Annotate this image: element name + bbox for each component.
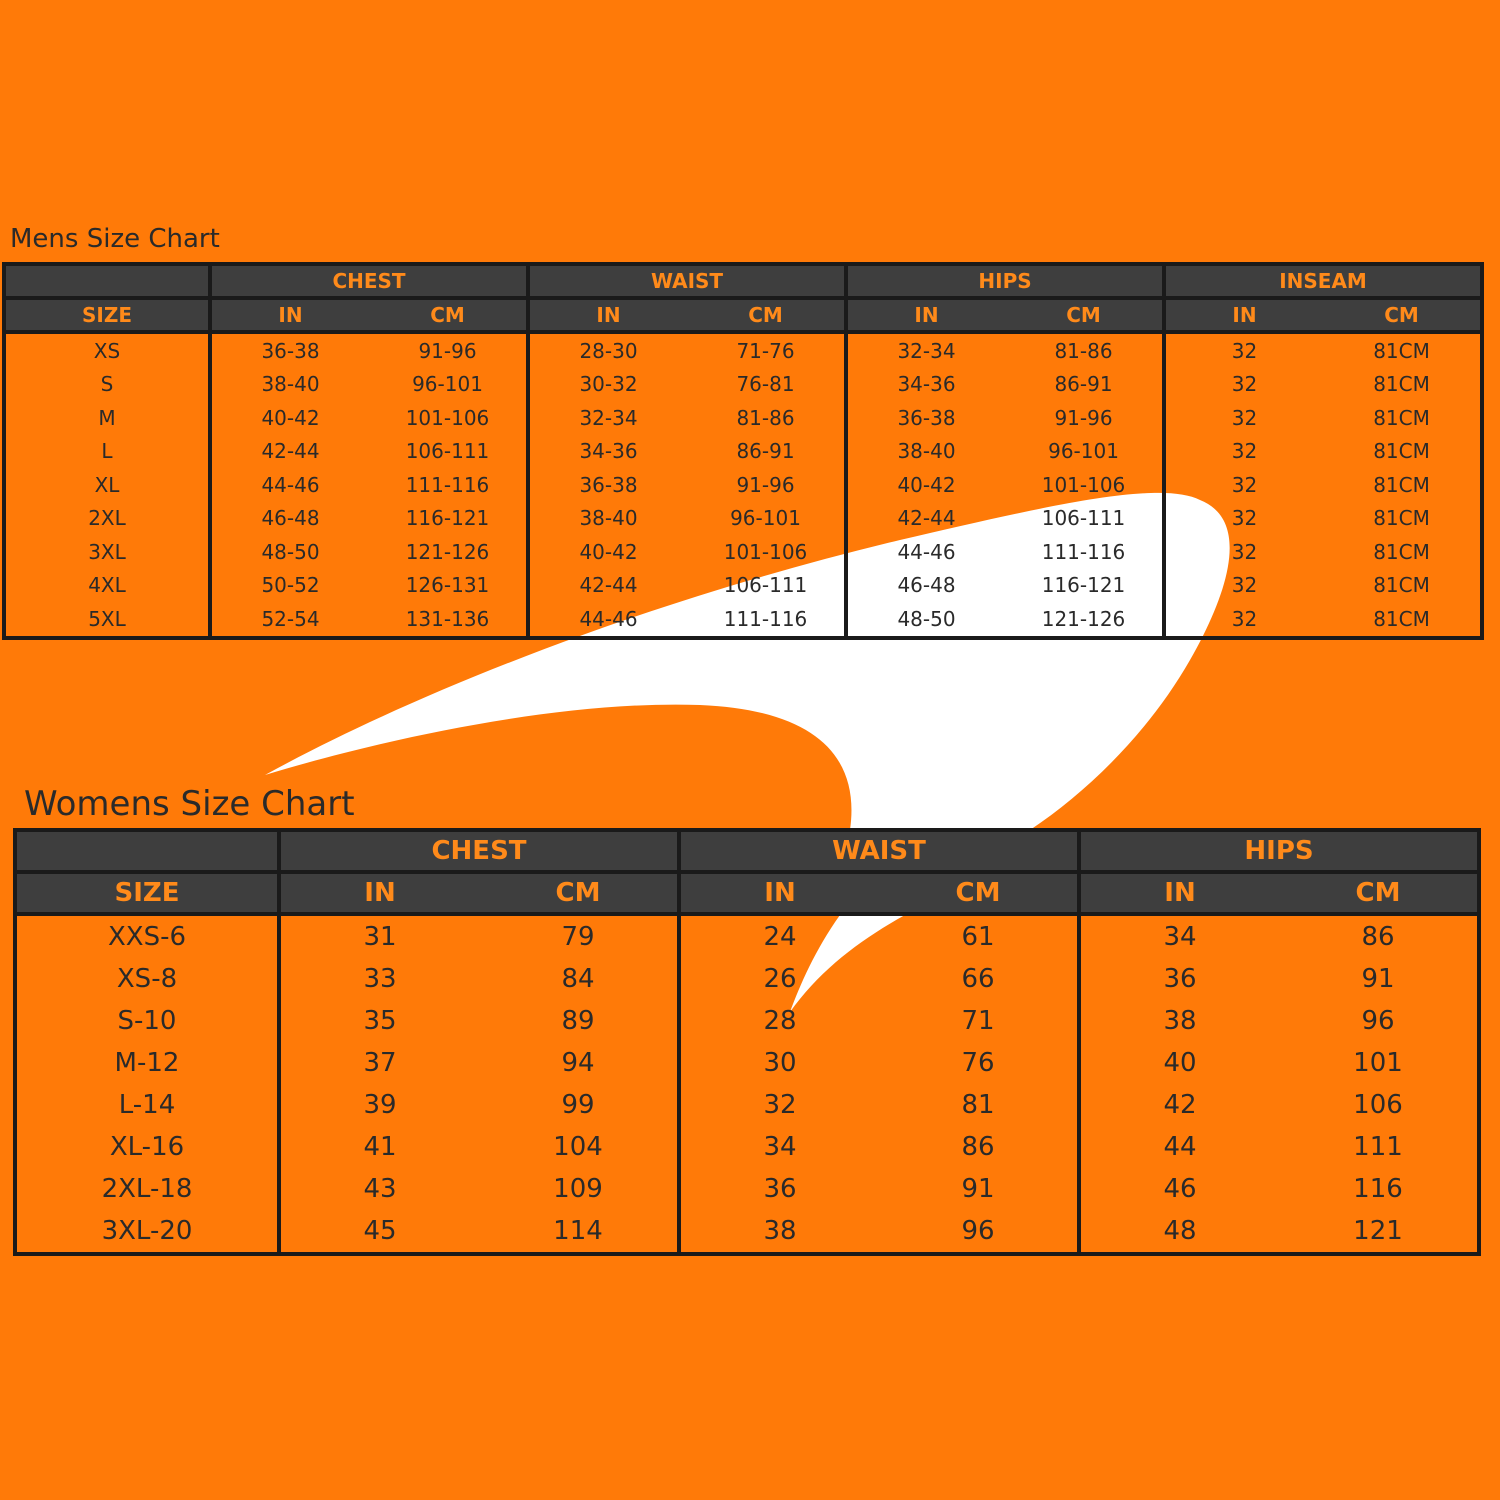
mens-size-cell: XL <box>4 468 210 502</box>
womens-value-cell: 45 <box>279 1210 479 1254</box>
mens-value-cell: 38-40 <box>210 368 369 402</box>
mens-value-cell: 38-40 <box>528 502 687 536</box>
womens-table-row <box>15 958 1479 1000</box>
mens-value-cell: 81CM <box>1323 602 1482 638</box>
womens-value-cell: 106 <box>1279 1084 1479 1126</box>
womens-value-cell: 33 <box>279 958 479 1000</box>
mens-value-cell: 40-42 <box>846 468 1005 502</box>
mens-value-cell: 116-121 <box>369 502 528 536</box>
womens-value-cell: 61 <box>879 914 1079 958</box>
mens-value-cell: 101-106 <box>687 535 846 569</box>
womens-size-cell: M-12 <box>15 1042 279 1084</box>
mens-size-cell: L <box>4 435 210 469</box>
mens-value-cell: 42-44 <box>846 502 1005 536</box>
womens-empty-header-cell <box>15 830 279 872</box>
mens-size-table <box>2 262 1484 640</box>
mens-value-cell: 121-126 <box>369 535 528 569</box>
womens-size-cell: L-14 <box>15 1084 279 1126</box>
womens-value-cell: 116 <box>1279 1168 1479 1210</box>
mens-value-cell: 44-46 <box>528 602 687 638</box>
mens-table-row <box>4 368 1482 402</box>
mens-value-cell: 42-44 <box>210 435 369 469</box>
mens-value-cell: 81CM <box>1323 435 1482 469</box>
womens-value-cell: 81 <box>879 1084 1079 1126</box>
womens-value-cell: 41 <box>279 1126 479 1168</box>
womens-size-cell: 2XL-18 <box>15 1168 279 1210</box>
womens-size-table <box>13 828 1481 1256</box>
womens-value-cell: 66 <box>879 958 1079 1000</box>
mens-size-cell: 3XL <box>4 535 210 569</box>
womens-value-cell: 48 <box>1079 1210 1279 1254</box>
womens-size-cell: XL-16 <box>15 1126 279 1168</box>
womens-group-waist: WAIST <box>679 830 1079 872</box>
mens-hips-in-header: IN <box>846 298 1005 332</box>
mens-waist-in-header: IN <box>528 298 687 332</box>
womens-hips-cm-header: CM <box>1279 872 1479 914</box>
mens-waist-cm-header: CM <box>687 298 846 332</box>
mens-value-cell: 111-116 <box>369 468 528 502</box>
womens-value-cell: 44 <box>1079 1126 1279 1168</box>
mens-value-cell: 106-111 <box>1005 502 1164 536</box>
womens-value-cell: 26 <box>679 958 879 1000</box>
mens-group-header-row <box>4 264 1482 298</box>
mens-value-cell: 32 <box>1164 435 1323 469</box>
womens-value-cell: 86 <box>1279 914 1479 958</box>
mens-value-cell: 101-106 <box>1005 468 1164 502</box>
womens-value-cell: 91 <box>1279 958 1479 1000</box>
mens-value-cell: 116-121 <box>1005 569 1164 603</box>
womens-value-cell: 34 <box>1079 914 1279 958</box>
womens-value-cell: 99 <box>479 1084 679 1126</box>
mens-value-cell: 32 <box>1164 468 1323 502</box>
womens-value-cell: 35 <box>279 1000 479 1042</box>
mens-value-cell: 91-96 <box>687 468 846 502</box>
mens-value-cell: 96-101 <box>369 368 528 402</box>
mens-value-cell: 34-36 <box>528 435 687 469</box>
mens-inseam-in-header: IN <box>1164 298 1323 332</box>
mens-value-cell: 126-131 <box>369 569 528 603</box>
mens-value-cell: 106-111 <box>369 435 528 469</box>
mens-value-cell: 101-106 <box>369 401 528 435</box>
womens-table-row <box>15 1168 1479 1210</box>
mens-value-cell: 71-76 <box>687 332 846 368</box>
womens-hips-in-header: IN <box>1079 872 1279 914</box>
womens-value-cell: 46 <box>1079 1168 1279 1210</box>
womens-size-cell: XXS-6 <box>15 914 279 958</box>
womens-size-cell: 3XL-20 <box>15 1210 279 1254</box>
womens-value-cell: 38 <box>1079 1000 1279 1042</box>
womens-waist-cm-header: CM <box>879 872 1079 914</box>
womens-chest-cm-header: CM <box>479 872 679 914</box>
mens-chest-in-header: IN <box>210 298 369 332</box>
mens-group-chest: CHEST <box>210 264 528 298</box>
womens-value-cell: 36 <box>679 1168 879 1210</box>
mens-value-cell: 111-116 <box>1005 535 1164 569</box>
mens-value-cell: 96-101 <box>1005 435 1164 469</box>
womens-value-cell: 37 <box>279 1042 479 1084</box>
mens-value-cell: 32-34 <box>528 401 687 435</box>
mens-value-cell: 81-86 <box>687 401 846 435</box>
womens-size-cell: XS-8 <box>15 958 279 1000</box>
mens-empty-header-cell <box>4 264 210 298</box>
womens-chest-in-header: IN <box>279 872 479 914</box>
womens-table-row <box>15 1042 1479 1084</box>
mens-value-cell: 32-34 <box>846 332 1005 368</box>
mens-size-cell: S <box>4 368 210 402</box>
mens-value-cell: 48-50 <box>846 602 1005 638</box>
mens-value-cell: 32 <box>1164 602 1323 638</box>
mens-value-cell: 81CM <box>1323 502 1482 536</box>
mens-hips-cm-header: CM <box>1005 298 1164 332</box>
mens-chest-cm-header: CM <box>369 298 528 332</box>
mens-table-row <box>4 401 1482 435</box>
womens-value-cell: 28 <box>679 1000 879 1042</box>
mens-value-cell: 46-48 <box>210 502 369 536</box>
womens-value-cell: 96 <box>1279 1000 1479 1042</box>
womens-value-cell: 38 <box>679 1210 879 1254</box>
mens-table-row <box>4 535 1482 569</box>
womens-value-cell: 89 <box>479 1000 679 1042</box>
mens-group-waist: WAIST <box>528 264 846 298</box>
womens-value-cell: 101 <box>1279 1042 1479 1084</box>
mens-size-header: SIZE <box>4 298 210 332</box>
mens-value-cell: 36-38 <box>846 401 1005 435</box>
mens-value-cell: 76-81 <box>687 368 846 402</box>
mens-value-cell: 91-96 <box>369 332 528 368</box>
mens-value-cell: 48-50 <box>210 535 369 569</box>
womens-value-cell: 71 <box>879 1000 1079 1042</box>
mens-table-row <box>4 435 1482 469</box>
womens-value-cell: 40 <box>1079 1042 1279 1084</box>
womens-value-cell: 24 <box>679 914 879 958</box>
mens-value-cell: 121-126 <box>1005 602 1164 638</box>
mens-value-cell: 40-42 <box>210 401 369 435</box>
mens-value-cell: 81CM <box>1323 535 1482 569</box>
mens-value-cell: 44-46 <box>210 468 369 502</box>
womens-size-cell: S-10 <box>15 1000 279 1042</box>
womens-value-cell: 91 <box>879 1168 1079 1210</box>
womens-value-cell: 31 <box>279 914 479 958</box>
mens-value-cell: 32 <box>1164 368 1323 402</box>
mens-value-cell: 106-111 <box>687 569 846 603</box>
womens-unit-header-row <box>15 872 1479 914</box>
womens-value-cell: 36 <box>1079 958 1279 1000</box>
mens-value-cell: 86-91 <box>687 435 846 469</box>
mens-value-cell: 81CM <box>1323 468 1482 502</box>
womens-value-cell: 114 <box>479 1210 679 1254</box>
womens-size-header: SIZE <box>15 872 279 914</box>
womens-chart-title: Womens Size Chart <box>24 784 355 824</box>
mens-value-cell: 36-38 <box>528 468 687 502</box>
mens-size-cell: M <box>4 401 210 435</box>
womens-value-cell: 32 <box>679 1084 879 1126</box>
mens-value-cell: 38-40 <box>846 435 1005 469</box>
mens-table-row <box>4 569 1482 603</box>
womens-group-hips: HIPS <box>1079 830 1479 872</box>
womens-value-cell: 79 <box>479 914 679 958</box>
mens-value-cell: 81CM <box>1323 569 1482 603</box>
mens-value-cell: 52-54 <box>210 602 369 638</box>
mens-size-cell: XS <box>4 332 210 368</box>
mens-value-cell: 30-32 <box>528 368 687 402</box>
mens-table-row <box>4 332 1482 368</box>
womens-table-row <box>15 1084 1479 1126</box>
womens-value-cell: 43 <box>279 1168 479 1210</box>
mens-table-row <box>4 468 1482 502</box>
womens-waist-in-header: IN <box>679 872 879 914</box>
womens-value-cell: 34 <box>679 1126 879 1168</box>
mens-value-cell: 81-86 <box>1005 332 1164 368</box>
mens-value-cell: 32 <box>1164 332 1323 368</box>
mens-value-cell: 81CM <box>1323 401 1482 435</box>
mens-table-body <box>4 332 1482 638</box>
mens-value-cell: 50-52 <box>210 569 369 603</box>
womens-group-header-row <box>15 830 1479 872</box>
mens-value-cell: 42-44 <box>528 569 687 603</box>
mens-table-row <box>4 602 1482 638</box>
womens-value-cell: 86 <box>879 1126 1079 1168</box>
womens-value-cell: 111 <box>1279 1126 1479 1168</box>
mens-size-cell: 5XL <box>4 602 210 638</box>
mens-value-cell: 111-116 <box>687 602 846 638</box>
mens-value-cell: 91-96 <box>1005 401 1164 435</box>
mens-value-cell: 36-38 <box>210 332 369 368</box>
womens-value-cell: 76 <box>879 1042 1079 1084</box>
womens-value-cell: 42 <box>1079 1084 1279 1126</box>
womens-value-cell: 94 <box>479 1042 679 1084</box>
mens-value-cell: 86-91 <box>1005 368 1164 402</box>
mens-unit-header-row <box>4 298 1482 332</box>
womens-value-cell: 84 <box>479 958 679 1000</box>
mens-chart-title: Mens Size Chart <box>10 224 220 254</box>
mens-value-cell: 44-46 <box>846 535 1005 569</box>
mens-value-cell: 32 <box>1164 401 1323 435</box>
mens-value-cell: 34-36 <box>846 368 1005 402</box>
mens-value-cell: 40-42 <box>528 535 687 569</box>
mens-size-cell: 2XL <box>4 502 210 536</box>
mens-value-cell: 96-101 <box>687 502 846 536</box>
mens-group-hips: HIPS <box>846 264 1164 298</box>
womens-value-cell: 104 <box>479 1126 679 1168</box>
womens-table-row <box>15 1126 1479 1168</box>
womens-value-cell: 121 <box>1279 1210 1479 1254</box>
mens-value-cell: 32 <box>1164 535 1323 569</box>
mens-value-cell: 28-30 <box>528 332 687 368</box>
womens-value-cell: 30 <box>679 1042 879 1084</box>
mens-value-cell: 81CM <box>1323 332 1482 368</box>
womens-table-body <box>15 914 1479 1254</box>
womens-value-cell: 109 <box>479 1168 679 1210</box>
mens-value-cell: 46-48 <box>846 569 1005 603</box>
mens-inseam-cm-header: CM <box>1323 298 1482 332</box>
womens-value-cell: 96 <box>879 1210 1079 1254</box>
womens-group-chest: CHEST <box>279 830 679 872</box>
mens-group-inseam: INSEAM <box>1164 264 1482 298</box>
womens-table-row <box>15 1000 1479 1042</box>
womens-value-cell: 39 <box>279 1084 479 1126</box>
mens-value-cell: 32 <box>1164 502 1323 536</box>
womens-table-row <box>15 1210 1479 1254</box>
mens-value-cell: 32 <box>1164 569 1323 603</box>
mens-table-row <box>4 502 1482 536</box>
mens-value-cell: 131-136 <box>369 602 528 638</box>
mens-value-cell: 81CM <box>1323 368 1482 402</box>
mens-size-cell: 4XL <box>4 569 210 603</box>
womens-table-row <box>15 914 1479 958</box>
